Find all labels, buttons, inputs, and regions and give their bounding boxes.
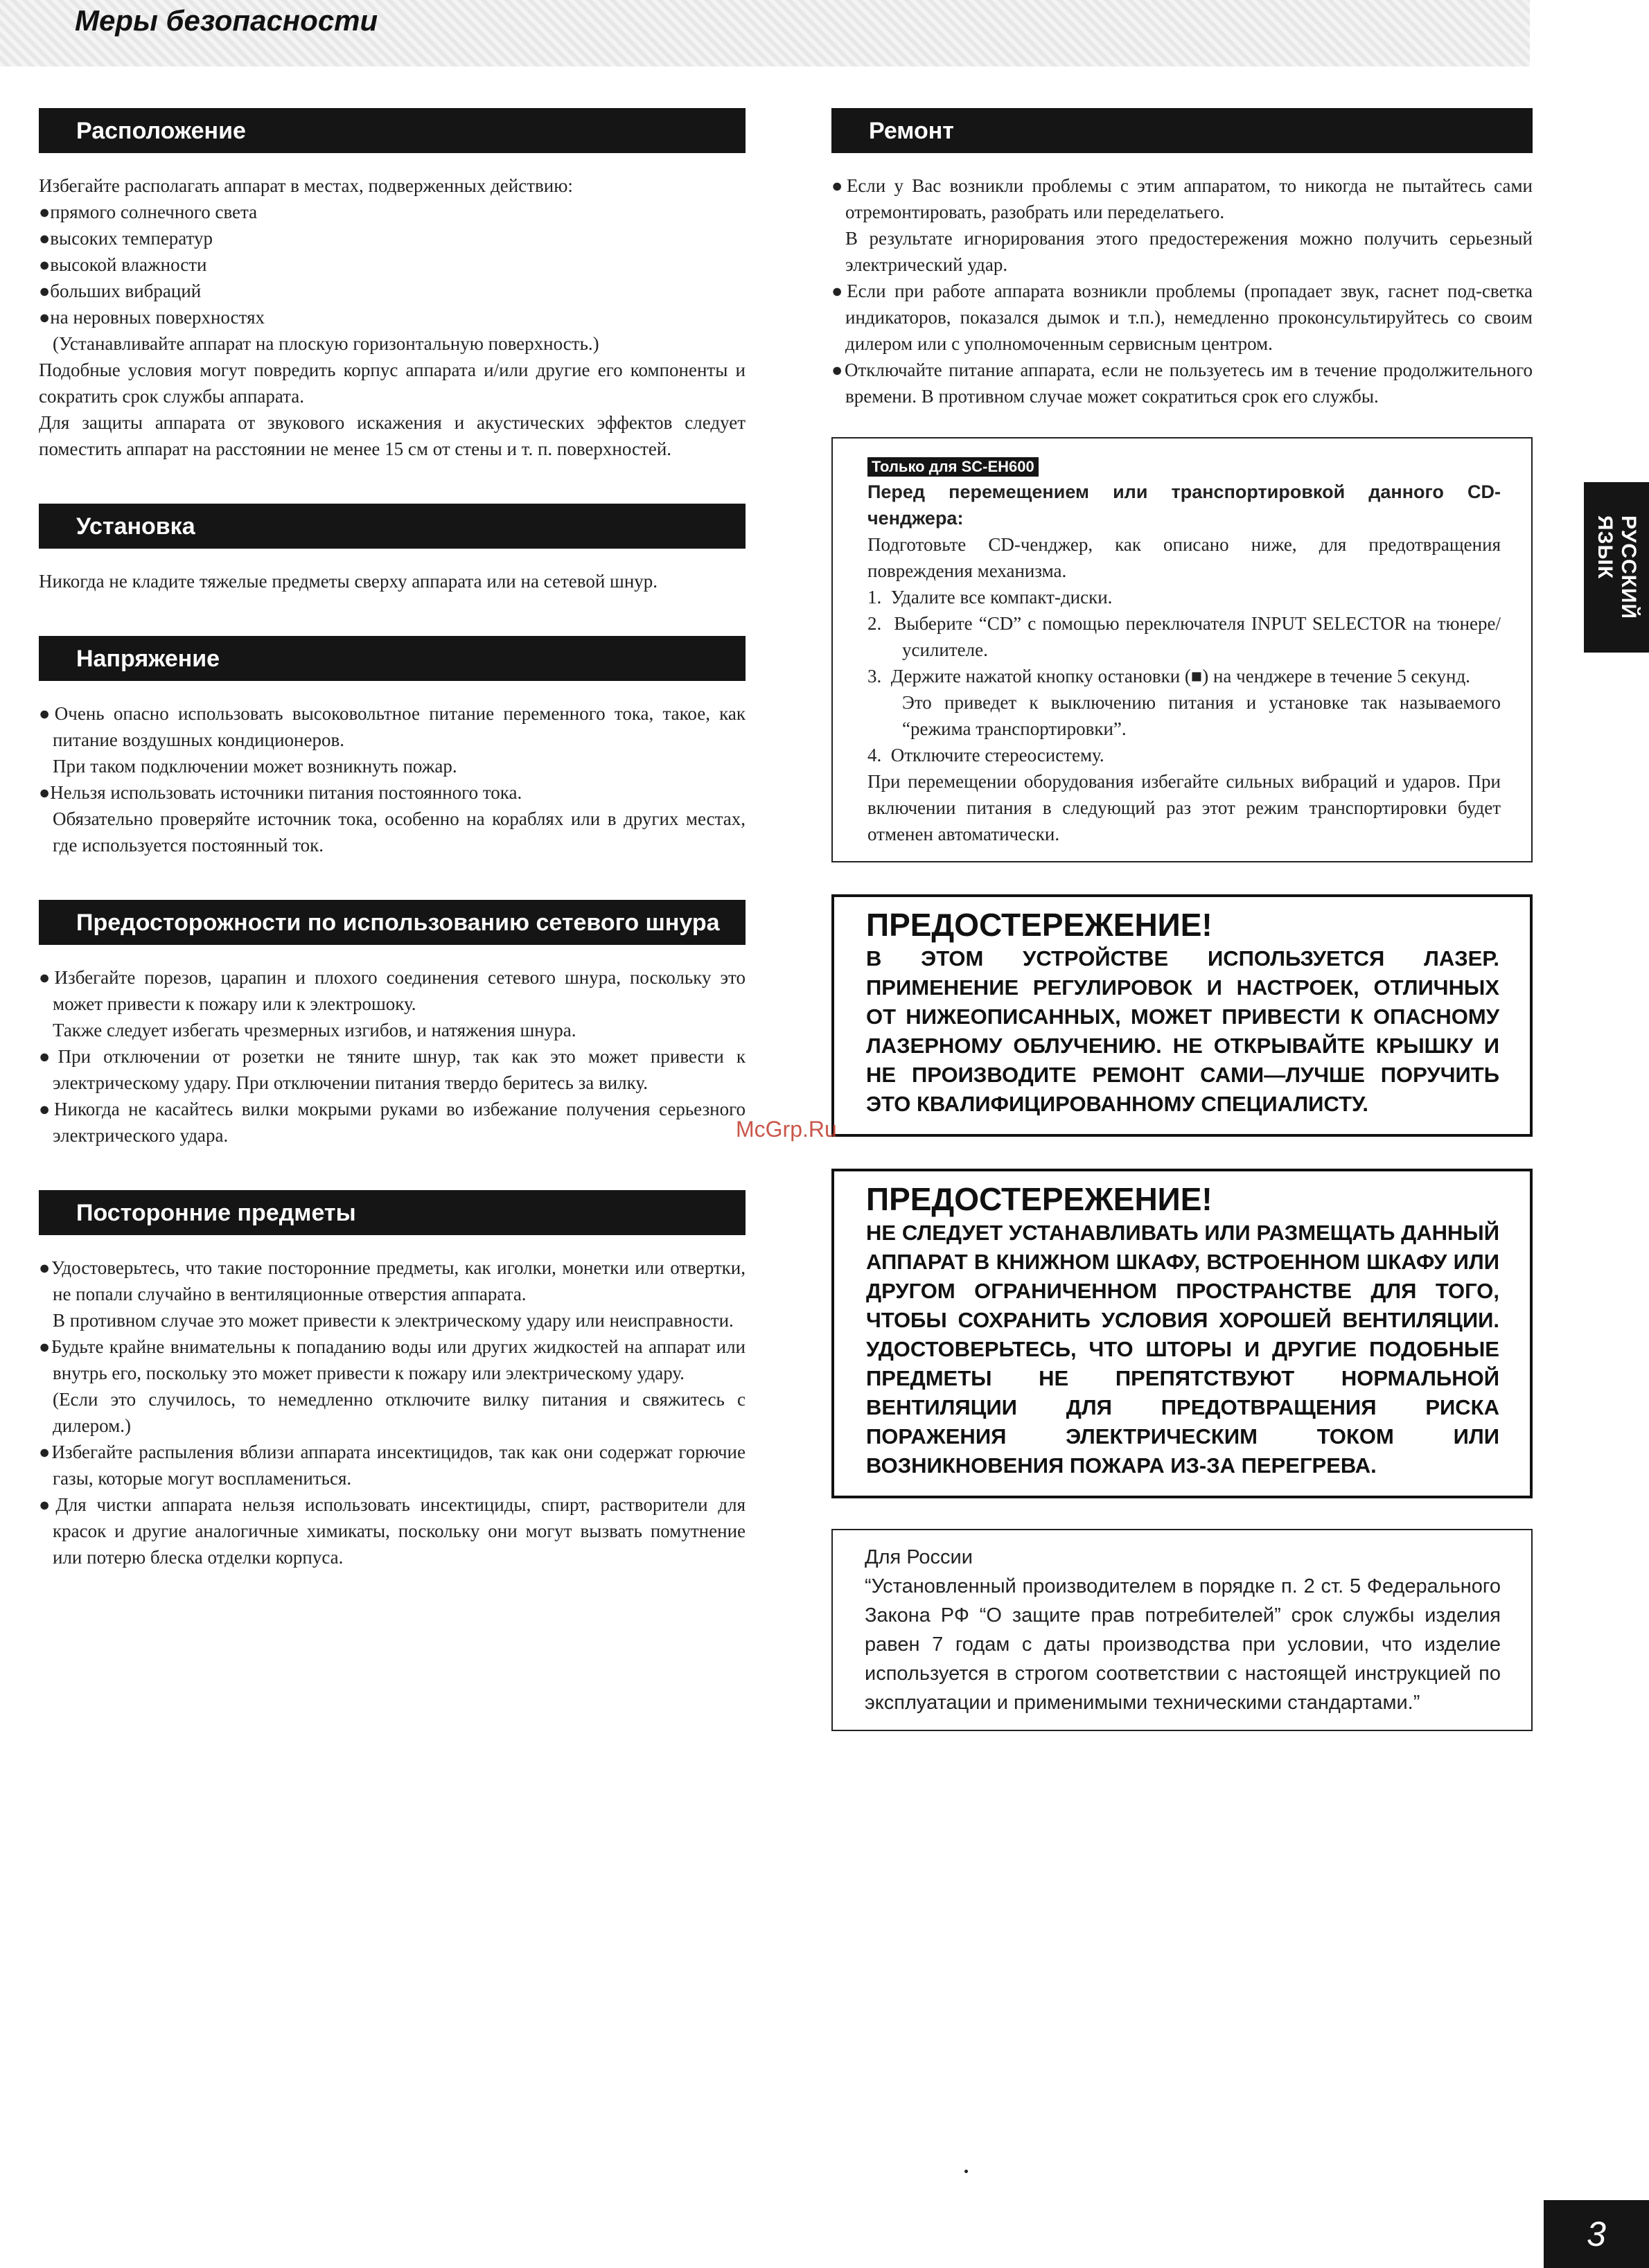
paragraph: Также следует избегать чрезмерных изгибов, и натяжения шнура. (53, 1020, 576, 1040)
box-body (867, 531, 1501, 847)
box-title: Перед перемещением или транспортировкой данного CD-ченджера: (867, 481, 1501, 529)
list-item: ●Избегайте распыления вблизи аппарата инсектицидов, так как они содержат горючие газы, которые могут воспламениться. (39, 1442, 746, 1489)
page-title: Меры безопасности (75, 4, 378, 37)
warning-text: В ЭТОМ УСТРОЙСТВЕ ИСПОЛЬЗУЕТСЯ ЛАЗЕР. ПРИМЕНЕНИЕ РЕГУЛИРОВОК И НАСТРОЕК, ОТЛИЧНЫХ ОТ НИЖЕОПИСАННЫХ, МОЖЕТ ПРИВЕСТИ К ОПАСНОМУ ЛАЗЕРНОМУ ОБЛУЧЕНИЮ. НЕ ОТКРЫВАЙТЕ КРЫШКУ И НЕ ПРОИЗВОДИТЕ РЕМОНТ САМИ—ЛУЧШЕ ПОРУЧИТЬ ЭТО КВАЛИФИЦИРОВАННОМУ СПЕЦИАЛИСТУ. (866, 946, 1499, 1116)
watermark: McGrp.Ru (736, 1117, 837, 1142)
list-item: ●больших вибраций (39, 281, 202, 301)
paragraph: (Если это случилось, то немедленно отключите вилку питания и свяжитесь с дилером.) (53, 1389, 746, 1436)
paragraph: (Устанавливайте аппарат на плоскую горизонтальную поверхность.) (53, 333, 599, 354)
numbered-step: 4. Отключите стереосистему. (867, 745, 1104, 765)
section-heading: Посторонние предметы (39, 1190, 746, 1235)
section-power-cord (39, 900, 746, 1149)
list-item: ●на неровных поверхностях (39, 307, 265, 328)
section-body (39, 172, 746, 462)
list-item: ●Нельзя использовать источники питания постоянного тока. (39, 782, 522, 803)
paragraph: Подобные условия могут повредить корпус аппарата и/или другие его компоненты и сократить срок службы аппарата. (39, 360, 746, 407)
right-column (831, 108, 1533, 1731)
language-tab-line2: ЯЗЫК (1594, 515, 1616, 580)
section-installation (39, 504, 746, 594)
numbered-step: 2. Выберите “CD” с помощью переключателя INPUT SELECTOR на тюнере/усилителе. (867, 613, 1501, 660)
numbered-step: 3. Держите нажатой кнопку остановки (■) на ченджере в течение 5 секунд. (867, 666, 1470, 686)
language-tab-label (1593, 515, 1640, 619)
section-repair (831, 108, 1533, 409)
list-item: ●Будьте крайне внимательны к попаданию воды или других жидкостей на аппарат или внутрь его, поскольку это может привести к пожару или электрическому удару. (39, 1336, 746, 1383)
list-item: ●прямого солнечного света (39, 202, 258, 222)
section-body (39, 700, 746, 858)
section-body (39, 964, 746, 1149)
list-item: ●высоких температур (39, 228, 213, 249)
paragraph: Это приведет к выключению питания и установке так называемого “режима транспортировки”. (902, 692, 1501, 739)
warning-title: ПРЕДОСТЕРЕЖЕНИЕ! (866, 907, 1212, 943)
section-voltage (39, 636, 746, 858)
section-heading: Ремонт (831, 108, 1533, 153)
section-body (831, 172, 1533, 409)
warning-title: ПРЕДОСТЕРЕЖЕНИЕ! (866, 1181, 1212, 1217)
list-item: ●Отключайте питание аппарата, если не пользуетесь им в течение продолжительного времени. В противном случае может сократиться срок его службы. (831, 360, 1533, 407)
paragraph: В результате игнорирования этого предостережения можно получить серьезный электрический удар. (845, 228, 1533, 275)
list-item: ●Очень опасно использовать высоковольтное питание переменного тока, такое, как питание воздушных кондиционеров. (39, 703, 746, 750)
paragraph: Подготовьте CD-ченджер, как описано ниже, для предотвращения повреждения механизма. (867, 534, 1501, 581)
russia-text: “Установленный производителем в порядке п. 2 ст. 5 Федерального Закона РФ “О защите прав потребителей” срок службы изделия равен 7 годам с даты производства при условии, что изделие используется в строгом соответствии с настоящей инструкцией по эксплуатации и применимыми техническими стандартами.” (865, 1575, 1501, 1714)
paragraph: При таком подключении может возникнуть пожар. (53, 756, 457, 777)
list-item: ●Если у Вас возникли проблемы с этим аппаратом, то никогда не пытайтесь сами отремонтировать, разобрать или переделатьего. (831, 175, 1533, 222)
model-tag: Только для SC-EH600 (867, 457, 1039, 477)
section-body (39, 568, 746, 594)
section-heading: Напряжение (39, 636, 746, 681)
section-foreign-objects (39, 1190, 746, 1570)
warning-text: НЕ СЛЕДУЕТ УСТАНАВЛИВАТЬ ИЛИ РАЗМЕЩАТЬ ДАННЫЙ АППАРАТ В КНИЖНОМ ШКАФУ, ВСТРОЕННОМ ШКАФУ ИЛИ ДРУГОМ ОГРАНИЧЕННОМ ПРОСТРАНСТВЕ ДЛЯ ТОГО, ЧТОБЫ СОХРАНИТЬ УСЛОВИЯ ХОРОШЕЙ ВЕНТИЛЯЦИИ. УДОСТОВЕРЬТЕСЬ, ЧТО ШТОРЫ И ДРУГИЕ ПОДОБНЫЕ ПРЕДМЕТЫ НЕ ПРЕПЯТСТВУЮТ НОРМАЛЬНОЙ ВЕНТИЛЯЦИИ ДЛЯ ПРЕДОТВРАЩЕНИЯ РИСКА ПОРАЖЕНИЯ ЭЛЕКТРИЧЕСКИМ ТОКОМ ИЛИ ВОЗНИКНОВЕНИЯ ПОЖАРА ИЗ-ЗА ПЕРЕГРЕВА. (866, 1221, 1499, 1478)
paragraph: Никогда не кладите тяжелые предметы сверху аппарата или на сетевой шнур. (39, 571, 658, 592)
russia-service-life-box (831, 1529, 1533, 1731)
paragraph: Избегайте располагать аппарат в местах, подверженных действию: (39, 175, 573, 196)
paragraph: Для защиты аппарата от звукового искажения и акустических эффектов следует поместить аппарат на расстоянии не менее 15 см от стены и т. п. поверхностей. (39, 412, 746, 459)
paragraph: При перемещении оборудования избегайте сильных вибраций и ударов. При включении питания в следующий раз этот режим транспортировки будет отменен автоматически. (867, 771, 1501, 844)
paragraph: В противном случае это может привести к электрическому удару или неисправности. (53, 1310, 734, 1331)
list-item: ●Избегайте порезов, царапин и плохого соединения сетевого шнура, поскольку это может привести к пожару или к электрошоку. (39, 967, 746, 1014)
russia-title: Для России (865, 1546, 973, 1568)
section-heading: Расположение (39, 108, 746, 153)
paragraph: Обязательно проверяйте источник тока, особенно на кораблях или в других местах, где используется постоянный ток. (53, 808, 746, 856)
left-column (39, 108, 746, 1570)
section-heading: Предосторожности по использованию сетевого шнура (39, 900, 746, 945)
list-item: ●Никогда не касайтесь вилки мокрыми руками во избежание получения серьезного электрического удара. (39, 1099, 746, 1146)
cd-changer-transport-box (831, 437, 1533, 862)
page-number: 3 (1544, 2200, 1649, 2268)
print-dot (964, 2170, 968, 2173)
list-item: ●Удостоверьтесь, что такие посторонние предметы, как иголки, монетки или отвертки, не попали случайно в вентиляционные отверстия аппарата. (39, 1257, 746, 1304)
section-body (39, 1255, 746, 1570)
list-item: ●Для чистки аппарата нельзя использовать инсектициды, спирт, растворители для красок и другие аналогичные химикаты, поскольку они могут вызвать помутнение или потерю блеска отделки корпуса. (39, 1494, 746, 1568)
language-tab (1584, 482, 1649, 653)
ventilation-warning-box (831, 1169, 1533, 1498)
section-placement (39, 108, 746, 462)
list-item: ●При отключении от розетки не тяните шнур, так как это может привести к электрическому удару. При отключении питания твердо беритесь за вилку. (39, 1046, 746, 1093)
laser-warning-box (831, 894, 1533, 1137)
list-item: ●Если при работе аппарата возникли проблемы (пропадает звук, гаснет под-светка индикаторов, показался дымок и т.п.), немедленно проконсультируйтесь со своим дилером или с уполномоченным сервисным центром. (831, 281, 1533, 354)
language-tab-line1: РУССКИЙ (1617, 515, 1640, 620)
list-item: ●высокой влажности (39, 254, 207, 275)
section-heading: Установка (39, 504, 746, 549)
numbered-step: 1. Удалите все компакт-диски. (867, 587, 1113, 608)
